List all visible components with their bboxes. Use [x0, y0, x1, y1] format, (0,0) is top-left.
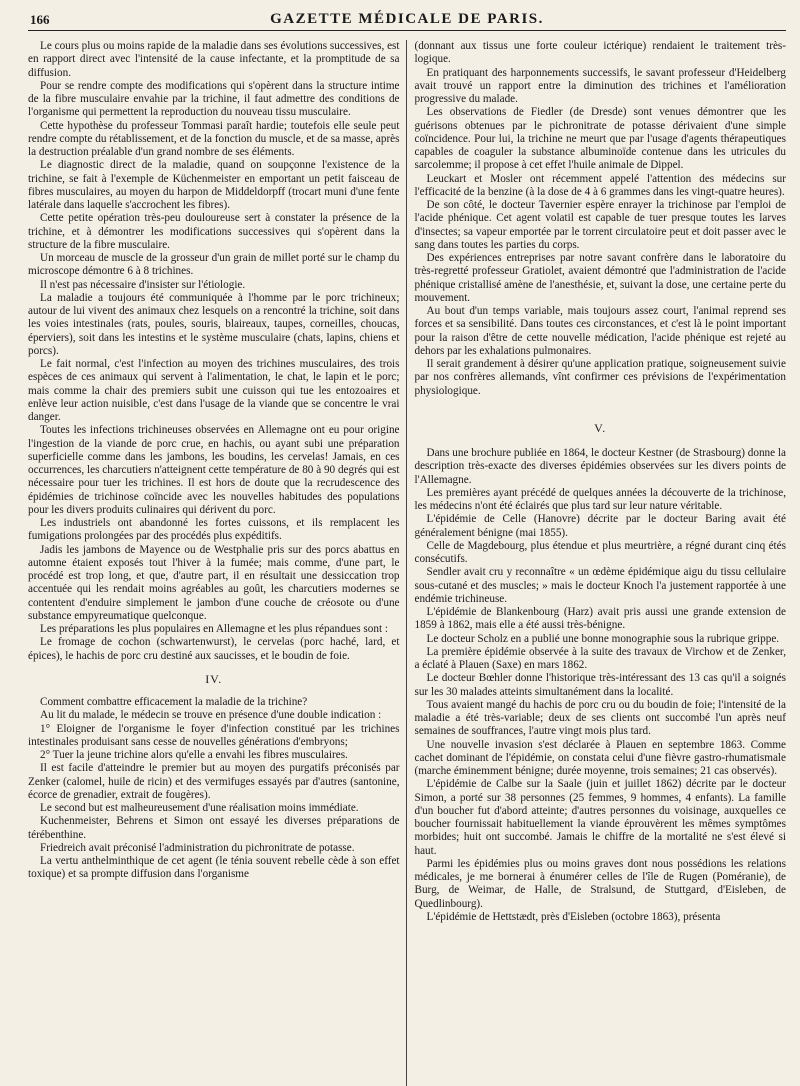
column-divider	[406, 40, 407, 1086]
paragraph: Les premières ayant précédé de quelques années la découverte de la trichinose, les médecins n'ont été éclairés que plus tard sur leur nature véritable.	[414, 486, 786, 512]
paragraph: Le docteur Bœhler donne l'historique très-intéressant des 13 cas qu'il a soignés sur les 30 malades atteints simultanément dans la localité.	[414, 672, 786, 698]
paragraph: L'épidémie de Calbe sur la Saale (juin et juillet 1862) décrite par le docteur Simon, a porté sur 38 personnes (25 femmes, 9 hommes, 4 enfants). La famille d'un boucher fut d'abord atteinte; d'autres personnes du voisinage, auxquelles ce boucher fournissait habituellement la viande éprouvèrent les mêmes symptômes morbides; huit ont succombé. Jamais le chiffre de la mortalité ne s'est élevé si haut.	[414, 778, 786, 857]
paragraph: En pratiquant des harponnements successifs, le savant professeur d'Heidelberg avait trouvé un rapport entre la diminution des trichines et l'amélioration progressive du malade.	[414, 66, 786, 105]
paragraph: Cette petite opération très-peu douloureuse sert à constater la présence de la trichine, et à démontrer les modifications successives qui s'opèrent dans la structure de la fibre musculaire.	[28, 212, 400, 251]
section-heading-v: V.	[594, 420, 607, 435]
paragraph: Cette hypothèse du professeur Tommasi paraît hardie; toutefois elle seule peut rendre compte du rétablissement, et de la fonction du muscle, et de sa masse, après la destruction préalable d'un grand nombre de ses éléments.	[28, 119, 400, 158]
paragraph: Un morceau de muscle de la grosseur d'un grain de millet porté sur le champ du microscope démontre 6 à 8 trichines.	[28, 252, 400, 278]
paragraph: Il serait grandement à désirer qu'une application pratique, soigneusement suivie par nos confrères allemands, vînt confirmer ces prévisions de l'expérimentation physiologique.	[414, 358, 786, 397]
paragraph: Il est facile d'atteindre le premier but au moyen des purgatifs préconisés par Zenker (calomel, huile de ricin) et des vermifuges essayés par d'autres (santonine, écorce de grenadier, extrait de fougères).	[28, 762, 400, 801]
paragraph: Une nouvelle invasion s'est déclarée à Plauen en septembre 1863. Comme cachet dominant de l'épidémie, on constata celui d'une fièvre gastro-rhumatismale (marche éminemment bénigne; durée moyenne, trois semaines; 21 cas observés).	[414, 738, 786, 777]
paragraph: La vertu anthelminthique de cet agent (le ténia souvent rebelle cède à son effet toxique) et sa prompte diffusion dans l'organisme	[28, 855, 400, 881]
paragraph: Dans une brochure publiée en 1864, le docteur Kestner (de Strasbourg) donne la description très-exacte des diverses épidémies observées sur les divers points de l'Allemagne.	[414, 447, 786, 486]
paragraph: Leuckart et Mosler ont récemment appelé l'attention des médecins sur l'efficacité de la benzine (à la dose de 4 à 6 grammes dans les vingt-quatre heures).	[414, 172, 786, 198]
paragraph: Les observations de Fiedler (de Dresde) sont venues démontrer que les guérisons obtenues par le pichronitrate de potasse dérivaient d'une simple coïncidence. Pour lui, la trichine ne meurt que par l'usage d'agents thérapeutiques capables de coaguler la substance albuminoïde contenue dans les utricules du sarcolemme; il propose à cet effet l'huile animale de Dippel.	[414, 106, 786, 172]
paragraph: La maladie a toujours été communiquée à l'homme par le porc trichineux; autour de lui vivent des animaux chez lesquels on a rencontré la trichine, soit dans les voies intestinales (rats, poules, souris, blaireaux, taupes, corneilles, choucas, éperviers), soit dans les intestins et le système musculaire (chats, lapins, chiens et porcs).	[28, 291, 400, 357]
paragraph: Le cours plus ou moins rapide de la maladie dans ses évolutions successives, est en rapport direct avec l'intensité de la cause infectante, et la promptitude de sa diffusion.	[28, 40, 400, 79]
paragraph: Friedreich avait préconisé l'administration du pichronitrate de potasse.	[40, 841, 355, 854]
paragraph: (donnant aux tissus une forte couleur ictérique) rendaient le traitement très-logique.	[414, 40, 786, 66]
paragraph: Le docteur Scholz en a publié une bonne monographie sous la rubrique grippe.	[426, 632, 780, 645]
page-header	[28, 8, 786, 31]
paragraph: Les préparations les plus populaires en Allemagne et les plus répandues sont :	[40, 623, 388, 635]
paragraph: Le fromage de cochon (schwartenwurst), le cervelas (porc haché, lard, et épices), le hachis de porc cru destiné aux saucisses, et le boudin de foie.	[28, 636, 400, 662]
paragraph: Au lit du malade, le médecin se trouve en présence d'une double indication :	[40, 709, 382, 722]
paragraph: Tous avaient mangé du hachis de porc cru ou du boudin de foie; l'intensité de la maladie a été très-variable; deux de ses clients ont succombé l'un après neuf semaines de souffrances, l'autre vingt mois plus tard.	[414, 698, 786, 738]
paragraph: De son côté, le docteur Tavernier espère enrayer la trichinose par l'emploi de l'acide phénique. Cet agent volatil est capable de tuer presque toutes les larves d'insectes; sa vapeur emportée par le torrent circulatoire peut et doit passer avec le sang dans toutes les parties du corps.	[414, 199, 786, 251]
paragraph: Les industriels ont abandonné les fortes cuissons, et ils remplacent les fumigations prolongées par des procédés plus expéditifs.	[28, 517, 400, 543]
paragraph: Le diagnostic direct de la maladie, quand on soupçonne l'existence de la trichine, se fait à l'exemple de Küchenmeister en emportant un petit faisceau de fibres musculaires, au moyen du harpon de Middeldorpff (trocart muni d'une fente latérale dans laquelle s'accrochent les fibres).	[28, 159, 400, 211]
paragraph: Au bout d'un temps variable, mais toujours assez court, l'animal reprend ses forces et sa sensibilité. Dans toutes ces circonstances, et c'est là le point important pour la raison d'être de cette nouvelle médication, l'acide phénique est rejeté au dehors par les exhalations pulmonaires.	[414, 305, 786, 357]
paragraph: Pour se rendre compte des modifications qui s'opèrent dans la structure intime de la fibre musculaire envahie par la trichine, il faut admettre des conditions de l'organisme qui permettent la reproduction du nouveau tissu musculaire.	[28, 79, 400, 119]
paragraph: Celle de Magdebourg, plus étendue et plus meurtrière, a régné durant cinq étés consécutifs.	[414, 539, 786, 565]
paragraph: Comment combattre efficacement la maladie de la trichine?	[40, 696, 308, 708]
paragraph: Parmi les épidémies plus ou moins graves dont nous possédions les relations médicales, je me bornerai à énumérer celles de l'île de Rugen (Poméranie), de Burg, de Weimar, de Halle, de Stralsund, de Stuttgard, d'Eisleben, de Quedlinbourg).	[414, 857, 786, 910]
paragraph: 2° Tuer la jeune trichine alors qu'elle a envahi les fibres musculaires.	[40, 749, 348, 761]
paragraph: Des expériences entreprises par notre savant confrère dans le laboratoire du très-regretté professeur Gratiolet, avaient démontré que l'administration de l'acide phénique cristallisé amène de l'anesthésie, et, suivant la dose, une certaine perte du mouvement.	[414, 252, 786, 304]
paragraph: Sendler avait cru y reconnaître « un œdème épidémique aigu du tissu cellulaire sous-cutané et des muscles; » mais le docteur Knoch l'a justement rapportée à une endémie trichineuse.	[414, 566, 786, 605]
paragraph: L'épidémie de Blankenbourg (Harz) avait pris aussi une grande extension de 1859 à 1862, mais elle a été aussi très-bénigne.	[414, 606, 786, 632]
page-number: 166	[30, 12, 50, 27]
text-columns	[28, 40, 786, 1086]
running-title: GAZETTE MÉDICALE DE PARIS.	[270, 11, 544, 27]
paragraph: L'épidémie de Celle (Hanovre) décrite par le docteur Baring avait été généralement bénigne (mai 1855).	[414, 513, 786, 539]
paragraph: L'épidémie de Hettstædt, près d'Eisleben (octobre 1863), présenta	[426, 910, 721, 923]
paragraph: Le fait normal, c'est l'infection au moyen des trichines musculaires, des trois espèces de ces animaux qui servent à l'alimentation, le chat, le lapin et le porc; mais comme la chair des premiers subit une cuisson qui tue les entozoaires et enlève leur action nuisible, c'est dans l'usage de la viande que se concentre le vrai danger.	[28, 358, 400, 423]
paragraph: Il n'est pas nécessaire d'insister sur l'étiologie.	[40, 278, 246, 291]
paragraph: 1° Eloigner de l'organisme le foyer d'infection constitué par les trichines intestinales produisant sans cesse de nouvelles générations d'embryons;	[28, 722, 400, 748]
paragraph: La première épidémie observée à la suite des travaux de Virchow et de Zenker, a éclaté à Plauen (Saxe) en mars 1862.	[414, 645, 786, 671]
paragraph: Le second but est malheureusement d'une réalisation moins immédiate.	[40, 802, 359, 814]
left-column	[28, 40, 406, 1086]
paragraph: Jadis les jambons de Mayence ou de Westphalie pris sur des porcs abattus en automne étaient exposés tout l'hiver à la fumée; mais comme, d'une part, le procédé est trop long, et que, d'autre part, il en résultait une dessiccation trop accentuée qui les rendait moins agréables au goût, les charcutiers modernes se contentent d'enduire simplement le jambon d'une couche de créosote ou d'une substance empyreumatique quelconque.	[28, 543, 400, 622]
paragraph: Kuchenmeister, Behrens et Simon ont essayé les diverses préparations de térébenthine.	[28, 815, 400, 841]
section-heading-iv: IV.	[205, 671, 223, 686]
right-column	[412, 40, 786, 1086]
paragraph: Toutes les infections trichineuses observées en Allemagne ont eu pour origine l'ingestion de la viande de porc crue, en hachis, ou ayant subi une préparation superficielle comme dans les jambons, les boudins, les cervelas! Jamais, en ces occurrences, les charcutiers n'atteignent cette température de 80 à 90 degrés qui est nécessaire pour tuer les trichines. Il est hors de doute que la recrudescence des épidémies de trichinose coïncide avec les nouvelles habitudes des populations pour les divers produits culinaires qui dérivent du porc.	[28, 424, 400, 516]
